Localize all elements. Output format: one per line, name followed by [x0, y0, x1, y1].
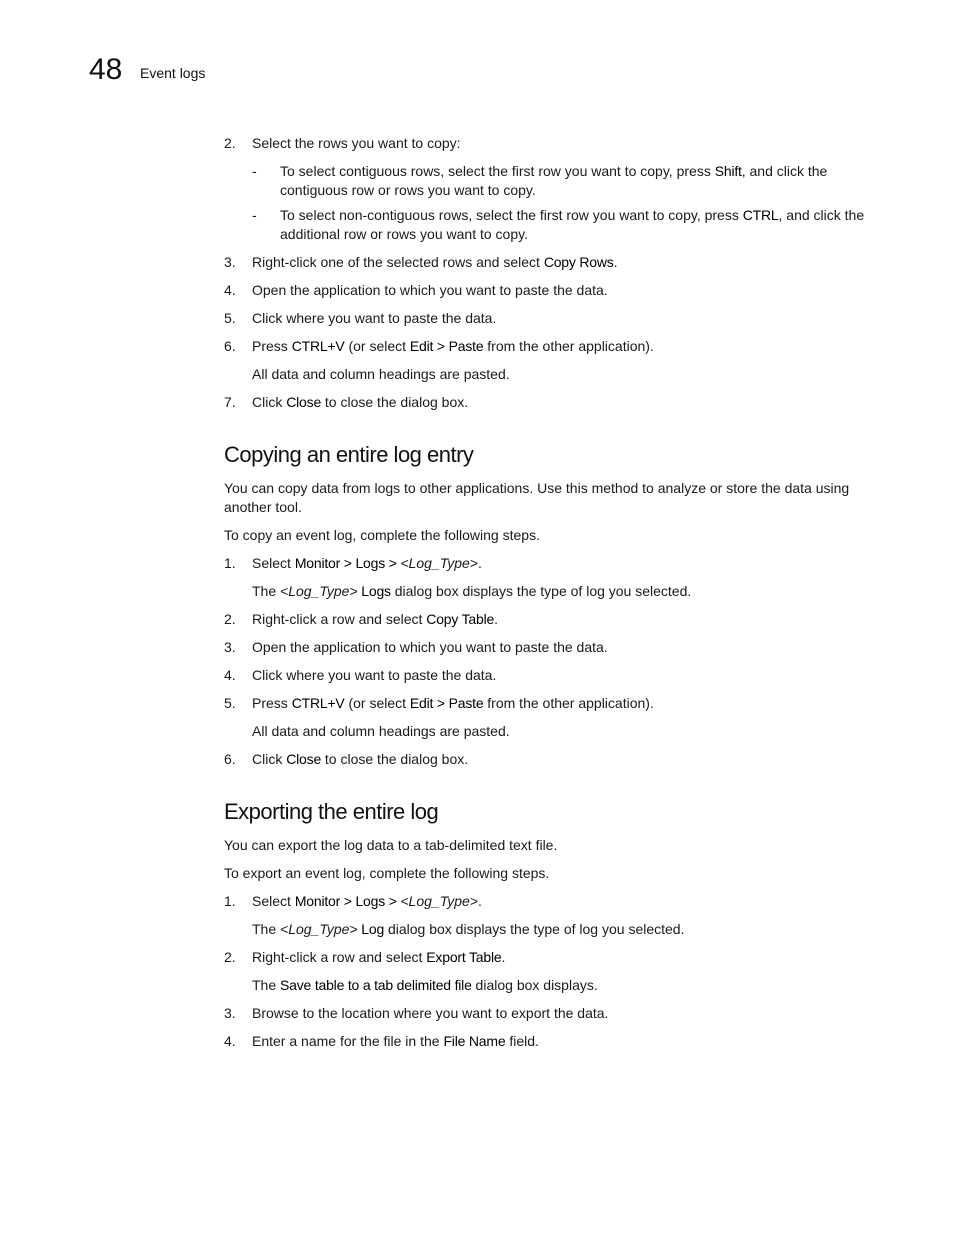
variable-term: <Log_Type> [400, 555, 478, 571]
step-text: Click where you want to paste the data. [252, 310, 497, 326]
variable-term: <Log_Type> [280, 921, 358, 937]
step-text: Press [252, 338, 292, 354]
section-heading: Copying an entire log entry [224, 442, 474, 467]
ui-term: Log [357, 921, 385, 937]
step-text: Select [252, 893, 295, 909]
step-text: from the other application). [483, 338, 654, 354]
step-text: Click [252, 394, 287, 410]
ui-term: Close [286, 751, 322, 767]
step-text: Browse to the location where you want to export the data. [252, 1005, 609, 1021]
step-number: 5. [224, 695, 236, 711]
step-text: Open the application to which you want to paste the data. [252, 639, 608, 655]
ui-term: CTRL+V [291, 695, 345, 711]
bullet-item [224, 206, 874, 244]
step-item [224, 750, 874, 769]
step-note: All data and column headings are pasted. [252, 366, 510, 382]
ui-term: Copy Rows [543, 254, 614, 270]
step-item [224, 948, 874, 967]
step-text: Open the application to which you want to paste the data. [252, 282, 608, 298]
step-item [224, 1004, 874, 1023]
paragraph: To export an event log, complete the following steps. [224, 865, 550, 881]
step-note: The <Log_Type> Log dialog box displays the type of log you selected. [252, 921, 685, 937]
step-number: 6. [224, 751, 236, 767]
step-text: Right-click a row and select [252, 611, 427, 627]
bullet-item [224, 162, 874, 200]
step-note: The <Log_Type> Logs dialog box displays the type of log you selected. [252, 583, 692, 599]
ui-term: Monitor > Logs > [294, 555, 401, 571]
step-text: to close the dialog box. [321, 751, 469, 767]
step-item [224, 393, 874, 412]
ui-term: Edit > Paste [409, 695, 484, 711]
step-text: field. [505, 1033, 539, 1049]
step-text: Click where you want to paste the data. [252, 667, 497, 683]
step-item [224, 610, 874, 629]
step-number: 4. [224, 667, 236, 683]
bullet-text: , and click the additional row or rows you want to copy. [280, 207, 865, 242]
step-note: All data and column headings are pasted. [252, 723, 510, 739]
document-body [224, 134, 874, 1060]
ui-term: Monitor > Logs > [294, 893, 401, 909]
variable-term: <Log_Type> [280, 583, 358, 599]
step-text: Click [252, 751, 287, 767]
step-item [224, 134, 874, 153]
step-text: . [501, 949, 506, 965]
step-text: to close the dialog box. [321, 394, 469, 410]
ui-term: CTRL+V [291, 338, 345, 354]
step-number: 4. [224, 282, 236, 298]
ui-term: Close [286, 394, 322, 410]
step-text: from the other application). [483, 695, 654, 711]
step-item [224, 554, 874, 573]
step-number: 4. [224, 1033, 236, 1049]
step-number: 3. [224, 1005, 236, 1021]
bullet-dash: - [252, 207, 257, 223]
step-text: (or select [344, 338, 410, 354]
ui-term: Shift [714, 163, 742, 179]
step-item [224, 666, 874, 685]
ui-term: File Name [443, 1033, 506, 1049]
step-number: 6. [224, 338, 236, 354]
paragraph: You can copy data from logs to other applications. Use this method to analyze or store the data using another tool. [224, 480, 850, 515]
step-text: Right-click one of the selected rows and select [252, 254, 544, 270]
ui-term: Edit > Paste [409, 338, 484, 354]
step-item [224, 253, 874, 272]
step-number: 2. [224, 135, 236, 151]
step-text: . [477, 893, 482, 909]
step-text: Select [252, 555, 295, 571]
step-text: Enter a name for the file in the [252, 1033, 444, 1049]
step-number: 1. [224, 555, 236, 571]
step-item [224, 892, 874, 911]
step-number: 2. [224, 611, 236, 627]
ui-term: Logs [357, 583, 391, 599]
paragraph: You can export the log data to a tab-delimited text file. [224, 837, 558, 853]
chapter-number: 48 [89, 53, 123, 86]
variable-term: <Log_Type> [400, 893, 478, 909]
step-item [224, 638, 874, 657]
step-text: Press [252, 695, 292, 711]
step-note: The Save table to a tab delimited file dialog box displays. [252, 977, 598, 993]
bullet-dash: - [252, 163, 257, 179]
ui-term: Copy Table [426, 611, 495, 627]
chapter-title: Event logs [140, 65, 206, 81]
bullet-text: To select contiguous rows, select the first row you want to copy, press [280, 163, 715, 179]
step-item [224, 309, 874, 328]
step-item [224, 337, 874, 356]
step-text: . [613, 254, 618, 270]
step-text: . [494, 611, 498, 627]
step-text: Select the rows you want to copy: [252, 135, 461, 151]
step-number: 1. [224, 893, 236, 909]
ui-term: CTRL [742, 207, 779, 223]
ui-term: Export Table [426, 949, 502, 965]
step-item [224, 694, 874, 713]
step-text: Right-click a row and select [252, 949, 427, 965]
step-text: (or select [344, 695, 410, 711]
step-number: 7. [224, 394, 236, 410]
ui-term: Save table to a tab delimited file [280, 977, 472, 993]
bullet-text: , and click the contiguous row or rows you want to copy. [280, 163, 828, 198]
section-heading: Exporting the entire log [224, 799, 439, 824]
step-number: 3. [224, 254, 236, 270]
step-number: 5. [224, 310, 236, 326]
step-item [224, 281, 874, 300]
step-item [224, 1032, 874, 1051]
bullet-text: To select non-contiguous rows, select the first row you want to copy, press [280, 207, 743, 223]
step-text: . [477, 555, 482, 571]
paragraph: To copy an event log, complete the following steps. [224, 527, 540, 543]
step-number: 3. [224, 639, 236, 655]
step-number: 2. [224, 949, 236, 965]
